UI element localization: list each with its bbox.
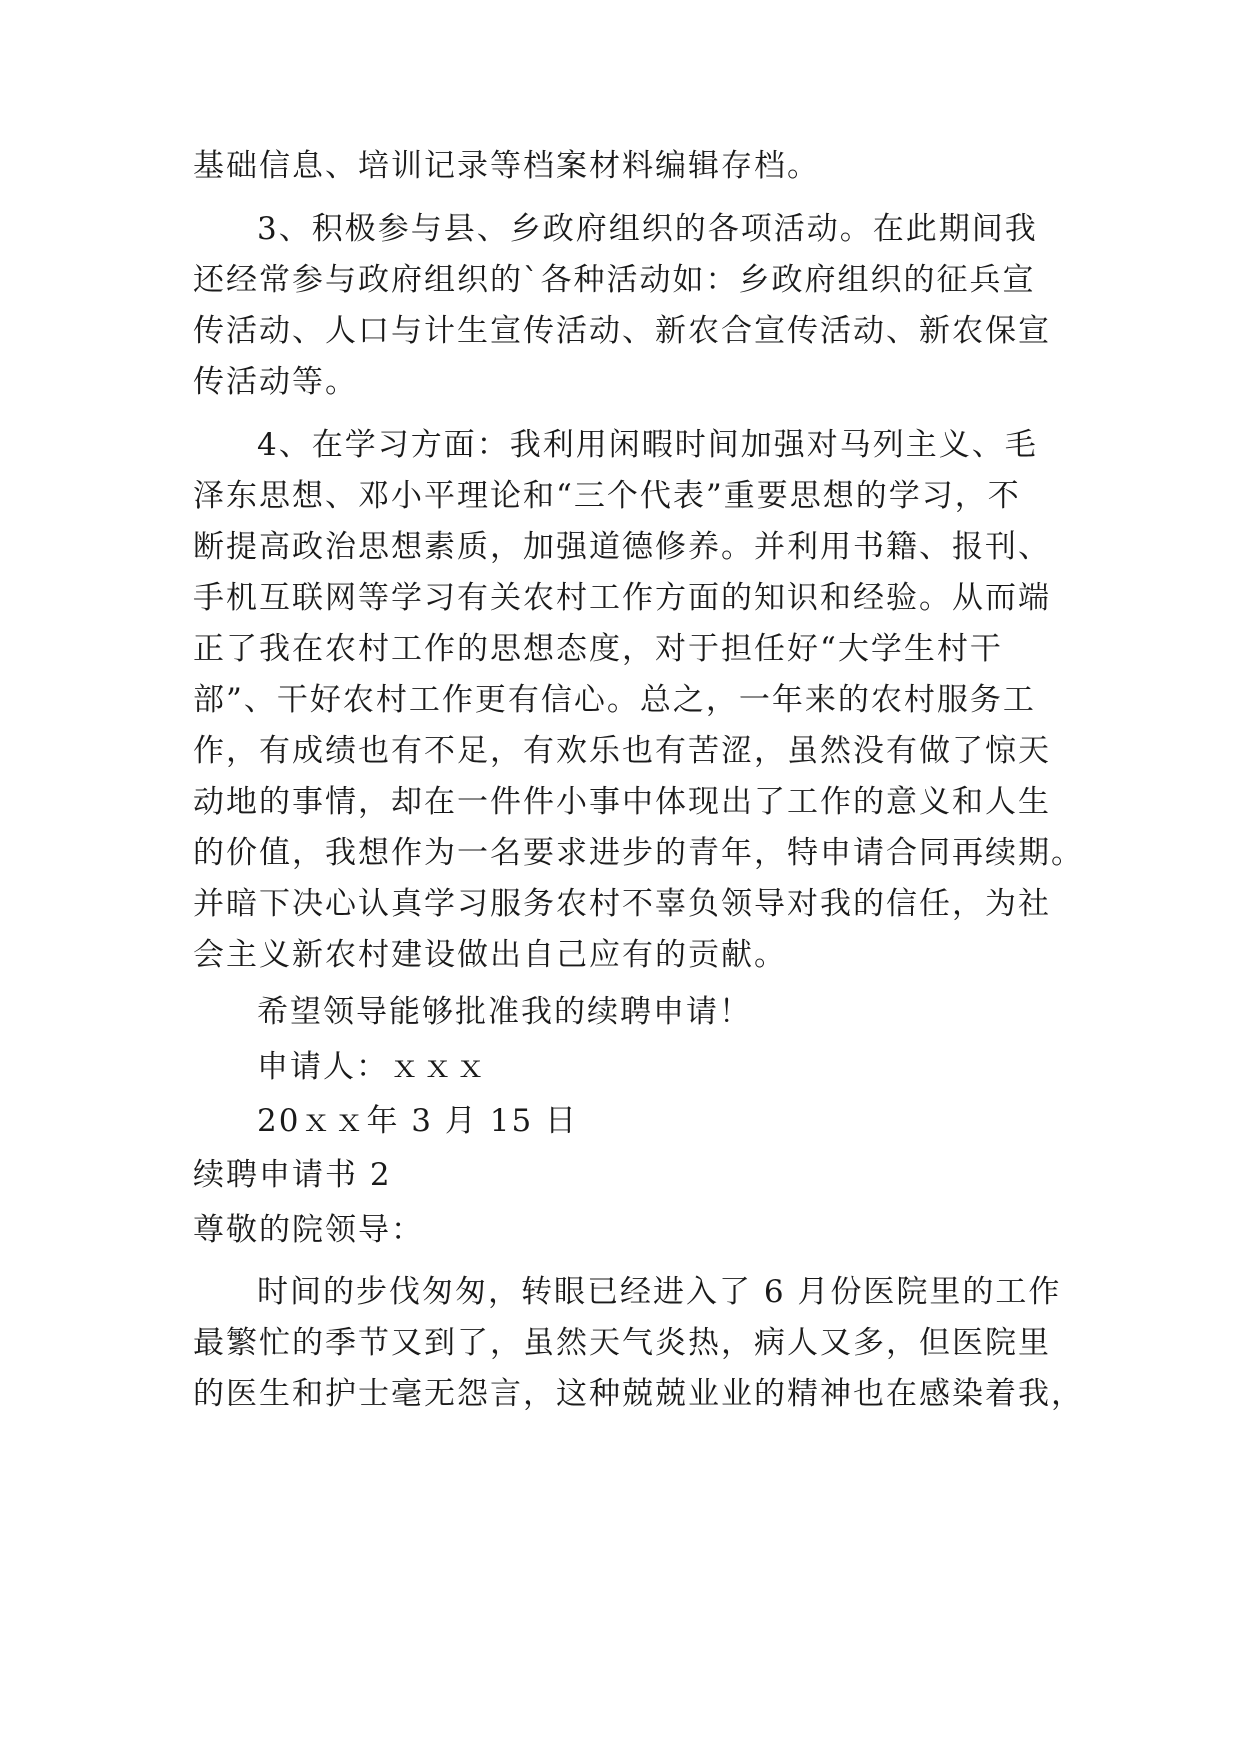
applicant-line: 申请人：ｘｘｘ (257, 1049, 488, 1085)
date-line: 20ｘｘ年 3 月 15 日 (257, 1103, 579, 1139)
paragraph-line: 会主义新农村建设做出自己应有的贡献。 (193, 937, 787, 973)
paragraph-line: 正了我在农村工作的思想态度，对于担任好“大学生村干 (193, 631, 1003, 667)
paragraph-line: 时间的步伐匆匆，转眼已经进入了 6 月份医院里的工作 (257, 1274, 1062, 1310)
paragraph-line: 断提高政治思想素质，加强道德修养。并利用书籍、报刊、 (193, 529, 1051, 565)
paragraph-line: 传活动等。 (193, 364, 358, 400)
paragraph-line: 动地的事情，却在一件件小事中体现出了工作的意义和人生 (193, 784, 1051, 820)
salutation: 尊敬的院领导： (193, 1212, 424, 1248)
paragraph-line: 手机互联网等学习有关农村工作方面的知识和经验。从而端 (193, 580, 1051, 616)
paragraph-line: 传活动、人口与计生宣传活动、新农合宣传活动、新农保宣 (193, 313, 1051, 349)
paragraph-line: 4、在学习方面：我利用闲暇时间加强对马列主义、毛 (257, 427, 1038, 463)
paragraph-line: 最繁忙的季节又到了，虽然天气炎热，病人又多，但医院里 (193, 1325, 1051, 1361)
paragraph-line: 并暗下决心认真学习服务农村不辜负领导对我的信任，为社 (193, 886, 1051, 922)
paragraph-line: 还经常参与政府组织的`各种活动如：乡政府组织的征兵宣 (193, 262, 1036, 298)
paragraph-line: 的医生和护士毫无怨言，这种兢兢业业的精神也在感染着我， (193, 1376, 1084, 1412)
paragraph-line: 泽东思想、邓小平理论和“三个代表”重要思想的学习，不 (193, 478, 1021, 514)
section-title: 续聘申请书 2 (193, 1157, 392, 1193)
paragraph-line: 部”、干好农村工作更有信心。总之，一年来的农村服务工 (193, 682, 1036, 718)
closing-request: 希望领导能够批准我的续聘申请！ (257, 994, 752, 1030)
paragraph-line: 3、积极参与县、乡政府组织的各项活动。在此期间我 (257, 211, 1038, 247)
paragraph-line: 基础信息、培训记录等档案材料编辑存档。 (193, 148, 820, 184)
paragraph-line: 作，有成绩也有不足，有欢乐也有苦涩，虽然没有做了惊天 (193, 733, 1051, 769)
paragraph-line: 的价值，我想作为一名要求进步的青年，特申请合同再续期。 (193, 835, 1084, 871)
